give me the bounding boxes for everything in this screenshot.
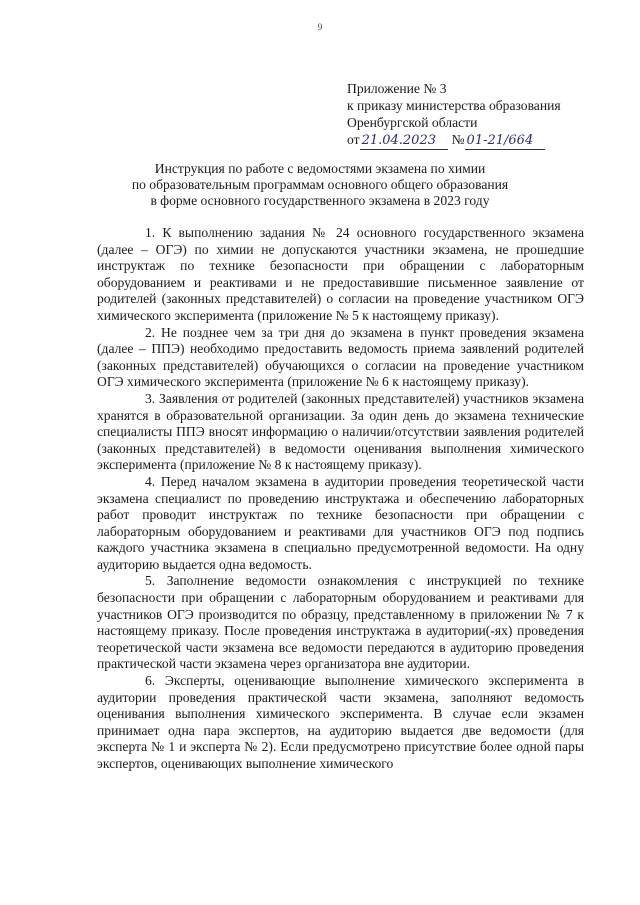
order-reference (347, 131, 561, 150)
number-label: № (451, 132, 465, 147)
page-number: 9 (317, 22, 323, 32)
paragraph-5: 5. Заполнение ведомости ознакомления с инструкцией по технике безопасности при обращении с лабораторным оборудованием и реактивами для участников ОГЭ производится по образцу, представленному в приложении № 7 к настоящему приказу. После проведения инструктажа в аудитории(-ях) проведения теоретической части экзамена все ведомости передаются в аудиторию проведения практической части экзамена через организатора вне аудитории. (97, 573, 584, 672)
paragraph-6: 6. Эксперты, оценивающие выполнение химического эксперимента в аудитории проведения практической части экзамена, заполняют ведомость оценивания выполнения химического эксперимента. В случае если экзамен принимает одна пара экспертов, на аудиторию выдается две ведомости (для эксперта № 1 и эксперта № 2). Если предусмотрено присутствие более одной пары экспертов, оценивающих выполнение химического (97, 673, 584, 771)
order-number: 01-21/664 (465, 132, 545, 150)
paragraph-4: 4. Перед началом экзамена в аудитории проведения теоретической части экзамена специалист по проведению инструктажа и обеспечению лабораторных работ проводит инструктаж по технике безопасности при обращении с лабораторным оборудованием и реактивами для участников ОГЭ под подпись каждого участника экзамена в специально предусмотренной ведомости. На одну аудиторию выдается одна ведомость. (97, 473, 584, 572)
paragraph-1: 1. К выполнению задания № 24 основного государственного экзамена (далее – ОГЭ) по химии не допускаются участники экзамена, не прошедшие инструктаж по технике безопасности при обращении с лабораторным оборудованием и реактивами и не предоставившие письменное заявление от родителей (законных представителей) о согласии на проведение участником ОГЭ химического эксперимента (приложение № 5 к настоящему приказу). (97, 225, 584, 323)
appendix-title: Приложение № 3 (347, 81, 447, 96)
document-body (97, 225, 584, 773)
title-line-3: в форме основного государственного экзамена в 2023 году (150, 193, 490, 208)
from-label: от (347, 132, 360, 147)
appendix-header (347, 80, 561, 150)
title-line-2: по образовательным программам основного общего образования (131, 177, 509, 192)
order-date: 21.04.2023 (360, 132, 448, 150)
paragraph-2: 2. Не позднее чем за три дня до экзамена в пункт проведения экзамена (далее – ППЭ) необходимо предоставить ведомость приема заявлений родителей (законных представителей) обучающихся о согласии на проведение участником ОГЭ химического эксперимента (приложение № 6 к настоящему приказу). (97, 324, 584, 390)
appendix-region-line: Оренбургской области (347, 115, 478, 130)
appendix-order-line: к приказу министерства образования (347, 98, 561, 113)
document-title (0, 161, 640, 209)
paragraph-3: 3. Заявления от родителей (законных представителей) участников экзамена хранятся в образовательной организации. За один день до экзамена технические специалисты ППЭ вносят информацию о наличии/отсутствии заявления родителей (законных представителей) в ведомости оценивания выполнения химического эксперимента (приложение № 8 к настоящему приказу). (97, 390, 584, 473)
title-line-1: Инструкция по работе с ведомостями экзамена по химии (154, 161, 486, 176)
